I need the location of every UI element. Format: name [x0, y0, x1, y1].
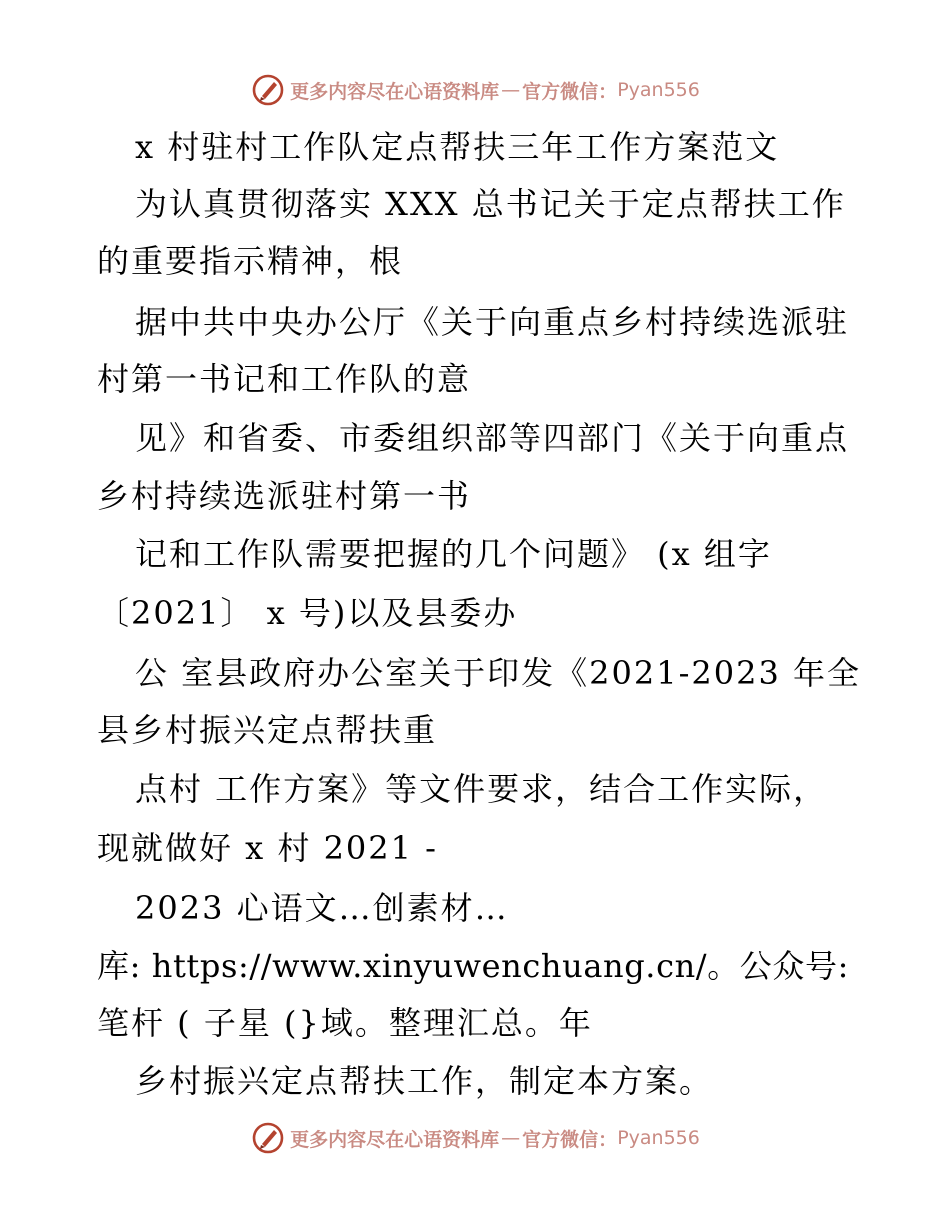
document-title: x 村驻村工作队定点帮扶三年工作方案范文 — [135, 128, 780, 166]
text-line: 笔杆 ( 子星 (}域。整理汇总。年 — [97, 1004, 593, 1042]
text-line: 2023 心语文…创素材… — [135, 889, 509, 927]
text-line: 县乡村振兴定点帮扶重 — [97, 711, 438, 749]
text-line: 村第一书记和工作队的意 — [97, 360, 472, 398]
banner-weixin-id: Pyan556 — [617, 79, 700, 101]
text-line: 据中共中央办公厅《关于向重点乡村持续选派驻 — [135, 303, 850, 341]
text-line: 乡村振兴定点帮扶工作，制定本方案。 — [135, 1062, 714, 1100]
text-line: 库: https://www.xinyuwenchuang.cn/。公众号: — [97, 947, 849, 985]
text-line: 现就做好 x 村 2021 - — [97, 829, 438, 867]
footer-watermark-banner — [0, 1118, 950, 1158]
pen-logo-icon — [250, 1120, 286, 1156]
text-line: 乡村持续选派驻村第一书 — [97, 477, 472, 515]
text-line: 公 室县政府办公室关于印发《2021-2023 年全 — [135, 654, 862, 692]
banner-weixin-id: Pyan556 — [617, 1127, 700, 1149]
text-line: 记和工作队需要把握的几个问题》 (x 组字 — [135, 535, 772, 573]
banner-weixin-label: 官方微信： — [522, 1128, 618, 1151]
banner-text: 更多内容尽在心语资料库 — [290, 1128, 500, 1151]
text-line: 的重要指示精神，根 — [97, 242, 404, 280]
text-line: 见》和省委、市委组织部等四部门《关于向重点 — [135, 419, 850, 457]
text-line: 为认真贯彻落实 XXX 总书记关于定点帮扶工作 — [135, 185, 846, 223]
banner-separator: — — [501, 79, 521, 101]
text-line: 点村 工作方案》等文件要求，结合工作实际， — [135, 770, 828, 808]
text-line: 〔2021〕 x 号)以及县委办 — [97, 594, 518, 632]
banner-text: 更多内容尽在心语资料库 — [290, 80, 500, 103]
banner-weixin-label: 官方微信： — [522, 80, 618, 103]
banner-separator: — — [501, 1127, 521, 1149]
